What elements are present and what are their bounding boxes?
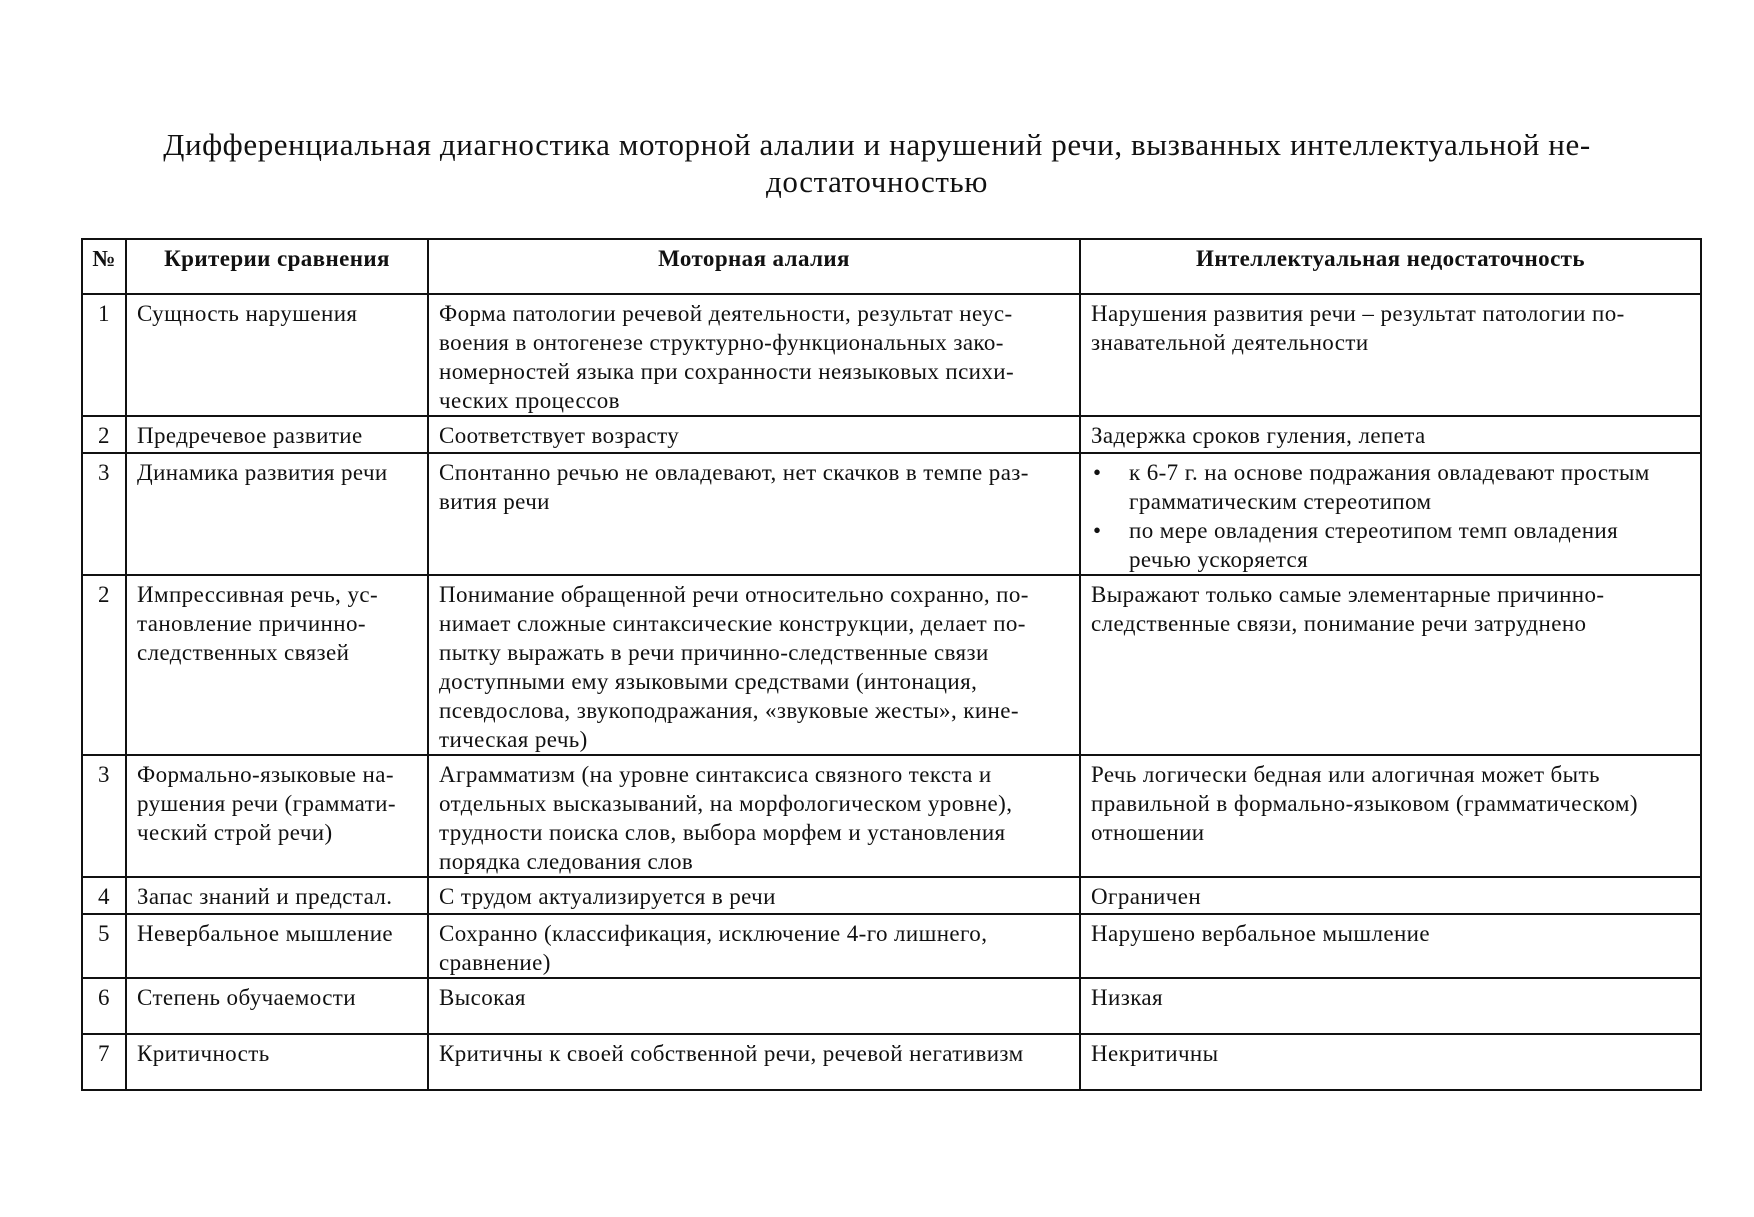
cell-line: Предречевое развитие	[137, 423, 363, 448]
cell-line: правильной в формально-языковом (грамматическом)	[1091, 791, 1638, 816]
cell-line: Спонтанно речью не овладевают, нет скачков в темпе раз-	[439, 460, 1029, 485]
cell-line: к 6-7 г. на основе подражания овладевают простым	[1129, 460, 1650, 485]
cell-line: воения в онтогенезе структурно-функциональных зако-	[439, 330, 1004, 355]
intellectual-disability-cell	[1080, 294, 1701, 416]
cell-line: Задержка сроков гуления, лепета	[1091, 423, 1426, 448]
motor-alalia-cell	[428, 575, 1080, 755]
cell-line: сравнение)	[439, 950, 551, 975]
criterion-cell	[126, 294, 428, 416]
table-header-row	[82, 239, 1701, 294]
cell-line: нимает сложные синтаксические конструкции, делает по-	[439, 611, 1026, 636]
cell-line: С трудом актуализируется в речи	[439, 884, 776, 909]
cell-line: ческих процессов	[439, 388, 620, 413]
motor-alalia-cell	[428, 755, 1080, 877]
bullet-icon: •	[1093, 460, 1102, 485]
cell-line: тановление причинно-	[137, 611, 366, 636]
document-title	[0, 126, 1754, 200]
cell-line: следственных связей	[137, 640, 350, 665]
row-number: 2	[82, 575, 126, 755]
cell-line: трудности поиска слов, выбора морфем и установления	[439, 820, 1006, 845]
criterion-cell	[126, 755, 428, 877]
table-row	[82, 294, 1701, 416]
table-row	[82, 416, 1701, 453]
table-row	[82, 453, 1701, 575]
criterion-cell	[126, 877, 428, 914]
cell-line: отдельных высказываний, на морфологическом уровне),	[439, 791, 1013, 816]
cell-line: Сущность нарушения	[137, 301, 358, 326]
table-row	[82, 755, 1701, 877]
cell-line: Аграмматизм (на уровне синтаксиса связного текста и	[439, 762, 992, 787]
cell-line: номерностей языка при сохранности неязыковых психи-	[439, 359, 1015, 384]
criterion-cell	[126, 575, 428, 755]
cell-line: пытку выражать в речи причинно-следственные связи	[439, 640, 989, 665]
cell-line: Форма патологии речевой деятельности, результат неус-	[439, 301, 1013, 326]
criterion-cell	[126, 1034, 428, 1090]
row-number: 7	[82, 1034, 126, 1090]
row-number: 3	[82, 755, 126, 877]
intellectual-disability-cell	[1080, 453, 1701, 575]
cell-line: Степень обучаемости	[137, 985, 356, 1010]
motor-alalia-cell	[428, 453, 1080, 575]
intellectual-disability-cell	[1080, 755, 1701, 877]
cell-line: по мере овладения стереотипом темп овладения	[1129, 518, 1619, 543]
cell-line: Сохранно (классификация, исключение 4-го лишнего,	[439, 921, 988, 946]
cell-line: отношении	[1091, 820, 1205, 845]
cell-line: Критичны к своей собственной речи, речевой негативизм	[439, 1041, 1024, 1066]
table-row	[82, 978, 1701, 1034]
criterion-cell	[126, 914, 428, 978]
cell-line: Низкая	[1091, 985, 1164, 1010]
cell-line: ческий строй речи)	[137, 820, 333, 845]
cell-line: Критичность	[137, 1041, 270, 1066]
cell-line: Нарушено вербальное мышление	[1091, 921, 1430, 946]
cell-line: знавательной деятельности	[1091, 330, 1369, 355]
row-number: 5	[82, 914, 126, 978]
header-motor-alalia: Моторная алалия	[428, 239, 1080, 294]
cell-line: Импрессивная речь, ус-	[137, 582, 379, 607]
criterion-cell	[126, 453, 428, 575]
motor-alalia-cell	[428, 1034, 1080, 1090]
cell-line: Высокая	[439, 985, 526, 1010]
table-row	[82, 914, 1701, 978]
intellectual-disability-cell	[1080, 575, 1701, 755]
bullet-list	[1091, 458, 1690, 574]
bullet-item	[1093, 458, 1690, 516]
motor-alalia-cell	[428, 294, 1080, 416]
cell-line: тическая речь)	[439, 727, 588, 752]
cell-line: Выражают только самые элементарные причинно-	[1091, 582, 1605, 607]
motor-alalia-cell	[428, 416, 1080, 453]
cell-line: вития речи	[439, 489, 550, 514]
cell-line: рушения речи (граммати-	[137, 791, 396, 816]
motor-alalia-cell	[428, 877, 1080, 914]
cell-line: речью ускоряется	[1129, 547, 1309, 572]
table-body	[82, 294, 1701, 1090]
motor-alalia-cell	[428, 978, 1080, 1034]
motor-alalia-cell	[428, 914, 1080, 978]
cell-line: Нарушения развития речи – результат патологии по-	[1091, 301, 1625, 326]
intellectual-disability-cell	[1080, 416, 1701, 453]
row-number: 6	[82, 978, 126, 1034]
title-line: Дифференциальная диагностика моторной алалии и нарушений речи, вызванных интеллектуальной не-	[163, 127, 1591, 162]
intellectual-disability-cell	[1080, 914, 1701, 978]
cell-line: следственные связи, понимание речи затруднено	[1091, 611, 1587, 636]
cell-line: Формально-языковые на-	[137, 762, 394, 787]
header-intellectual-disability: Интеллектуальная недостаточность	[1080, 239, 1701, 294]
cell-line: Ограничен	[1091, 884, 1202, 909]
intellectual-disability-cell	[1080, 978, 1701, 1034]
cell-line: Динамика развития речи	[137, 460, 388, 485]
cell-line: доступными ему языковыми средствами (интонация,	[439, 669, 978, 694]
cell-line: грамматическим стереотипом	[1129, 489, 1432, 514]
cell-line: Невербальное мышление	[137, 921, 394, 946]
criterion-cell	[126, 416, 428, 453]
cell-line: псевдослова, звукоподражания, «звуковые жесты», кине-	[439, 698, 1019, 723]
cell-line: Некритичны	[1091, 1041, 1219, 1066]
intellectual-disability-cell	[1080, 1034, 1701, 1090]
comparison-table	[81, 238, 1702, 1091]
row-number: 1	[82, 294, 126, 416]
cell-line: Запас знаний и предстал.	[137, 884, 393, 909]
cell-line: порядка следования слов	[439, 849, 694, 874]
criterion-cell	[126, 978, 428, 1034]
row-number: 3	[82, 453, 126, 575]
bullet-icon: •	[1093, 518, 1102, 543]
cell-line: Соответствует возрасту	[439, 423, 680, 448]
intellectual-disability-cell	[1080, 877, 1701, 914]
table-row	[82, 1034, 1701, 1090]
cell-line: Речь логически бедная или алогичная может быть	[1091, 762, 1600, 787]
table-row	[82, 575, 1701, 755]
row-number: 4	[82, 877, 126, 914]
cell-line: Понимание обращенной речи относительно сохранно, по-	[439, 582, 1029, 607]
header-criteria: Критерии сравнения	[126, 239, 428, 294]
row-number: 2	[82, 416, 126, 453]
bullet-item	[1093, 516, 1690, 574]
title-line: достаточностью	[766, 164, 988, 199]
header-number: №	[82, 239, 126, 294]
table-row	[82, 877, 1701, 914]
